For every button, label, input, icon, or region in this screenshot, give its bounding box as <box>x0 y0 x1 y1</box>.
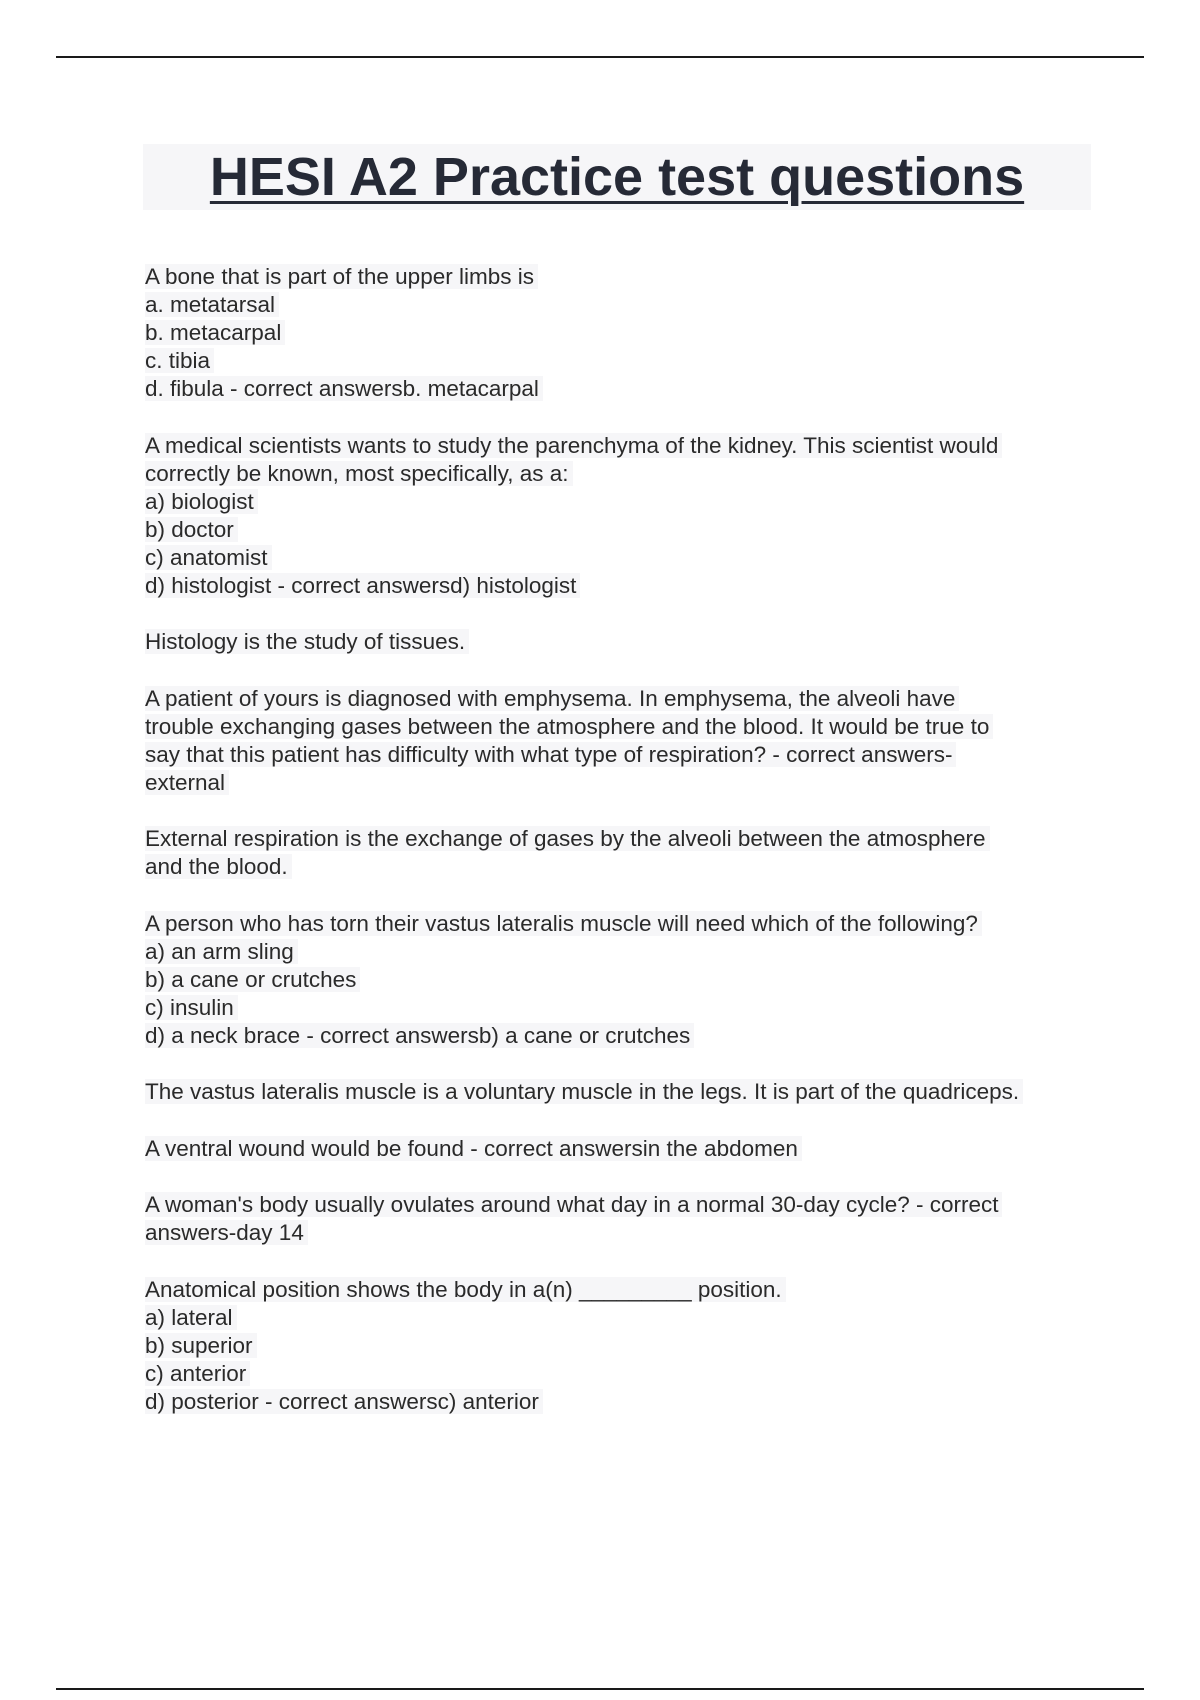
text-line-content: a) biologist <box>145 489 258 514</box>
document-body <box>145 263 1105 1444</box>
text-line <box>145 1078 1105 1106</box>
text-line <box>145 375 1105 403</box>
text-line-content: Anatomical position shows the body in a(n) _________ position. <box>145 1277 786 1302</box>
text-line-content: and the blood. <box>145 854 292 879</box>
text-line-content: c. tibia <box>145 348 214 373</box>
text-line <box>145 938 1105 966</box>
question-block <box>145 685 1105 797</box>
text-line <box>145 572 1105 600</box>
text-line <box>145 1332 1105 1360</box>
text-line-content: say that this patient has difficulty with what type of respiration? - correct answers- <box>145 742 956 767</box>
text-line-content: The vastus lateralis muscle is a voluntary muscle in the legs. It is part of the quadriceps. <box>145 1079 1023 1104</box>
text-line-content: d. fibula - correct answersb. metacarpal <box>145 376 543 401</box>
text-line-content: b. metacarpal <box>145 320 285 345</box>
text-line <box>145 1276 1105 1304</box>
text-line <box>145 853 1105 881</box>
text-line-content: b) a cane or crutches <box>145 967 360 992</box>
text-line-content: correctly be known, most specifically, as a: <box>145 461 573 486</box>
text-line <box>145 628 1105 656</box>
text-line-content: a. metatarsal <box>145 292 279 317</box>
text-line <box>145 1219 1105 1247</box>
text-line-content: c) anatomist <box>145 545 272 570</box>
top-rule <box>56 56 1144 58</box>
text-line <box>145 1191 1105 1219</box>
question-block <box>145 1276 1105 1416</box>
page-title: HESI A2 Practice test questions <box>209 147 1025 207</box>
text-line-content: Histology is the study of tissues. <box>145 629 469 654</box>
text-line <box>145 769 1105 797</box>
text-line-content: a) an arm sling <box>145 939 298 964</box>
text-line-content: c) anterior <box>145 1361 250 1386</box>
text-line <box>145 263 1105 291</box>
text-line-content: d) histologist - correct answersd) histologist <box>145 573 580 598</box>
text-line <box>145 319 1105 347</box>
text-line <box>145 516 1105 544</box>
text-line-content: A person who has torn their vastus lateralis muscle will need which of the following? <box>145 911 982 936</box>
text-line <box>145 741 1105 769</box>
text-line <box>145 1304 1105 1332</box>
text-line-content: b) superior <box>145 1333 257 1358</box>
text-line <box>145 713 1105 741</box>
text-line <box>145 291 1105 319</box>
text-line-content: A medical scientists wants to study the parenchyma of the kidney. This scientist would <box>145 433 1002 458</box>
question-block <box>145 1135 1105 1163</box>
question-block <box>145 263 1105 403</box>
bottom-rule <box>56 1688 1144 1690</box>
text-line <box>145 460 1105 488</box>
text-line-content: c) insulin <box>145 995 238 1020</box>
text-line <box>145 544 1105 572</box>
text-line <box>145 432 1105 460</box>
text-line-content: External respiration is the exchange of gases by the alveoli between the atmosphere <box>145 826 990 851</box>
text-line <box>145 347 1105 375</box>
text-line <box>145 966 1105 994</box>
text-line <box>145 994 1105 1022</box>
question-block <box>145 1078 1105 1106</box>
question-block <box>145 432 1105 600</box>
question-block <box>145 1191 1105 1247</box>
question-block <box>145 628 1105 656</box>
text-line-content: external <box>145 770 229 795</box>
text-line-content: A bone that is part of the upper limbs is <box>145 264 538 289</box>
text-line-content: A woman's body usually ovulates around what day in a normal 30-day cycle? - correct <box>145 1192 1002 1217</box>
text-line-content: b) doctor <box>145 517 238 542</box>
text-line-content: a) lateral <box>145 1305 237 1330</box>
question-block <box>145 825 1105 881</box>
text-line <box>145 488 1105 516</box>
question-block <box>145 910 1105 1050</box>
text-line <box>145 1360 1105 1388</box>
text-line-content: d) posterior - correct answersc) anterior <box>145 1389 543 1414</box>
text-line <box>145 1388 1105 1416</box>
text-line <box>145 825 1105 853</box>
text-line <box>145 1135 1105 1163</box>
text-line <box>145 685 1105 713</box>
text-line <box>145 910 1105 938</box>
text-line-content: answers-day 14 <box>145 1220 308 1245</box>
text-line-content: A ventral wound would be found - correct answersin the abdomen <box>145 1136 802 1161</box>
text-line-content: A patient of yours is diagnosed with emphysema. In emphysema, the alveoli have <box>145 686 959 711</box>
text-line-content: d) a neck brace - correct answersb) a cane or crutches <box>145 1023 694 1048</box>
text-line <box>145 1022 1105 1050</box>
text-line-content: trouble exchanging gases between the atmosphere and the blood. It would be true to <box>145 714 993 739</box>
